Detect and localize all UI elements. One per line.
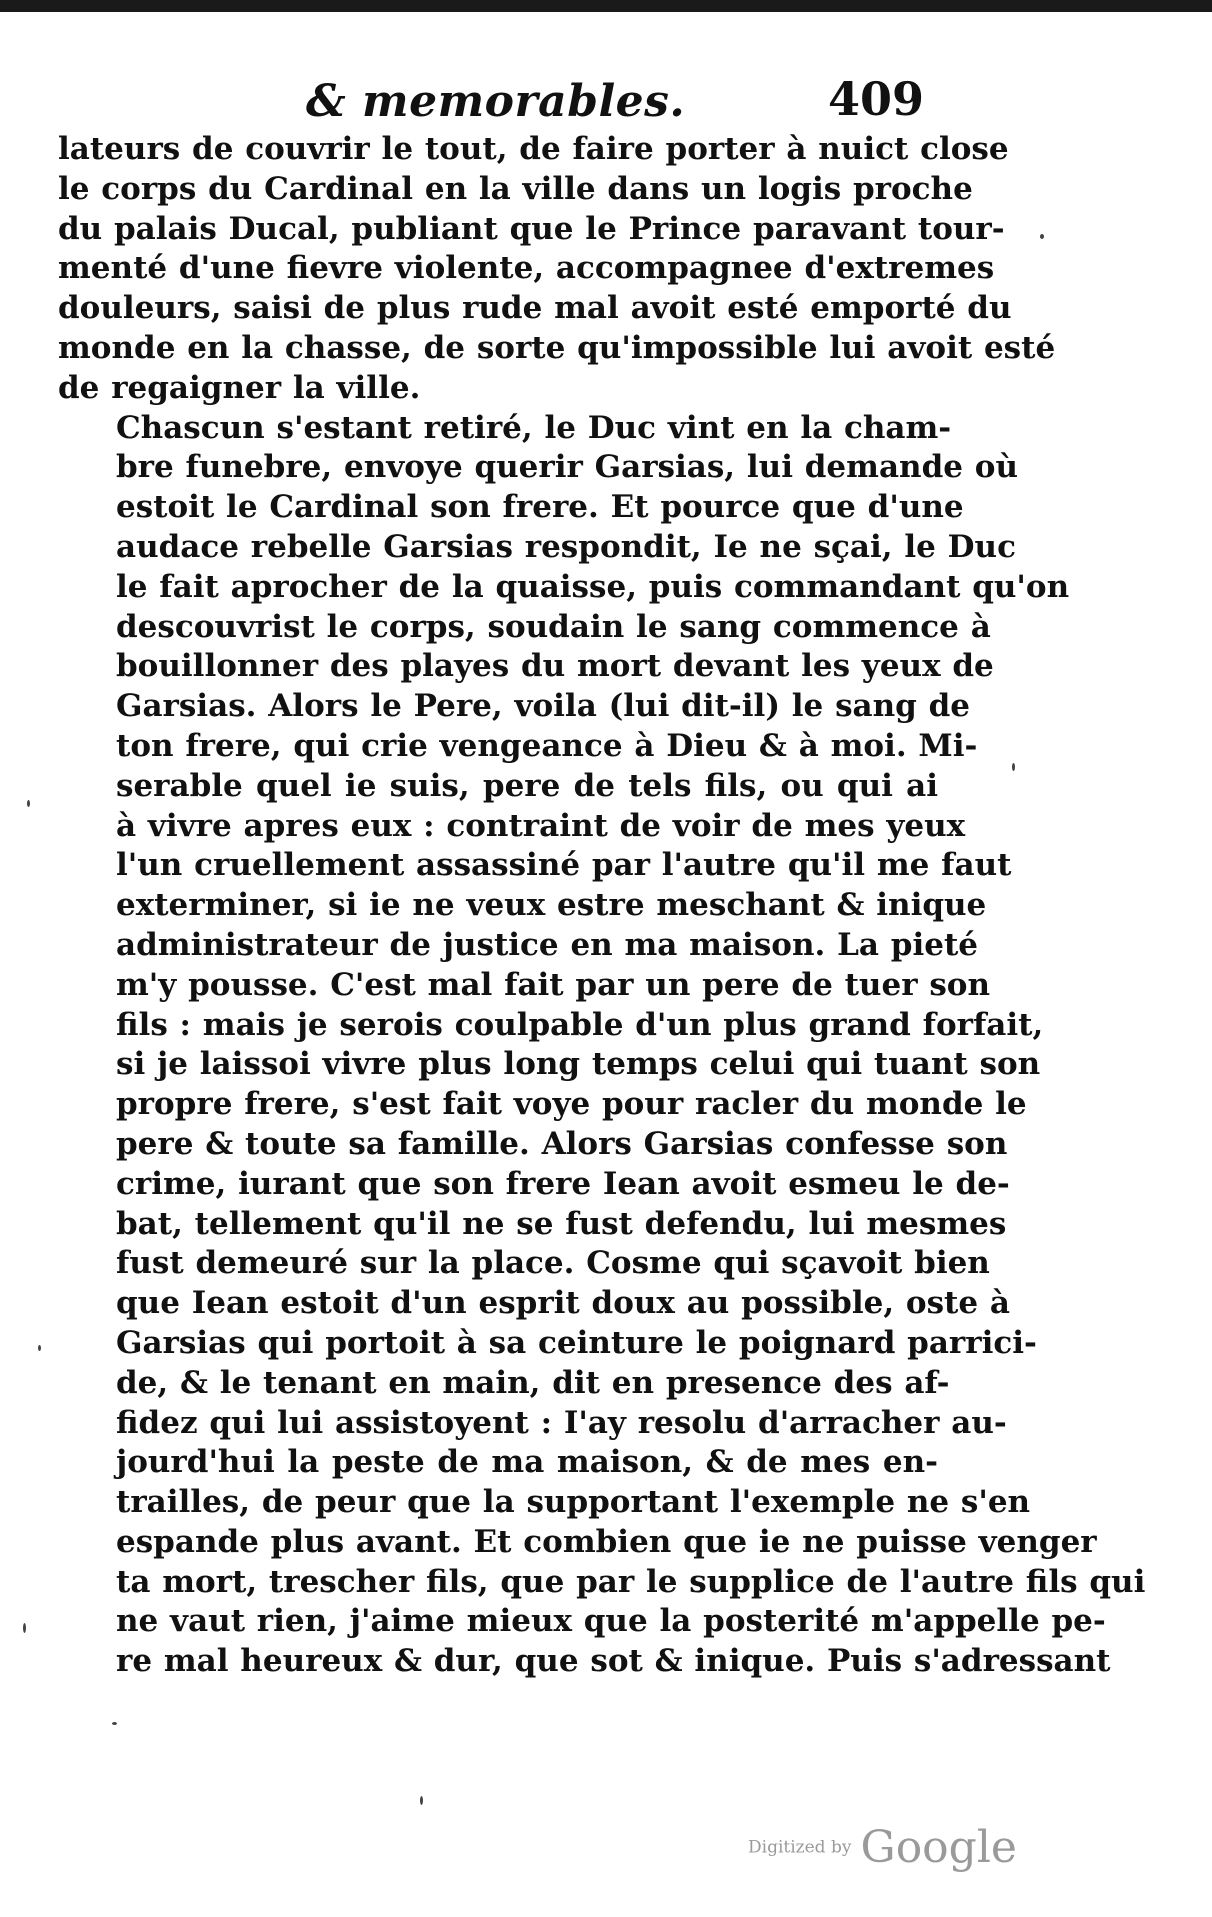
text-line: si je laissoi vivre plus long temps celui qui tuant son: [116, 1046, 1041, 1083]
text-line: de, & le tenant en main, dit en presence des af-: [116, 1364, 950, 1401]
running-head: [58, 70, 938, 130]
scan-speck: [1040, 234, 1044, 239]
text-line: du palais Ducal, publiant que le Prince paravant tour-: [58, 210, 1005, 247]
text-line: le fait aprocher de la quaisse, puis commandant qu'on: [116, 568, 1070, 605]
digitized-label: Digitized by: [748, 1837, 852, 1858]
text-line: descouvrist le corps, soudain le sang commence à: [116, 608, 991, 645]
text-line: bre funebre, envoye querir Garsias, lui demande où: [116, 449, 1018, 486]
text-line: m'y pousse. C'est mal fait par un pere de tuer son: [116, 966, 990, 1003]
text-line: estoit le Cardinal son frere. Et pource que d'une: [116, 489, 964, 526]
text-line: administrateur de justice en ma maison. La pieté: [116, 926, 978, 963]
text-line: re mal heureux & dur, que sot & inique. Puis s'adressant: [116, 1643, 1111, 1680]
text-line: douleurs, saisi de plus rude mal avoit esté emporté du: [58, 290, 1012, 327]
scan-speck: [112, 1722, 117, 1725]
text-line: propre frere, s'est fait voye pour racler du monde le: [116, 1086, 1027, 1123]
text-line: fust demeuré sur la place. Cosme qui sçavoit bien: [116, 1245, 990, 1282]
scan-speck: [420, 1796, 423, 1805]
scan-speck: [27, 800, 30, 807]
google-logo: Google: [860, 1822, 1017, 1873]
text-line: que Iean estoit d'un esprit doux au possible, oste à: [116, 1285, 1010, 1322]
text-line: Chascun s'estant retiré, le Duc vint en la cham-: [116, 409, 952, 446]
text-line: bouillonner des playes du mort devant les yeux de: [116, 648, 994, 685]
scan-speck: [1012, 763, 1015, 771]
text-line: pere & toute sa famille. Alors Garsias confesse son: [116, 1125, 1008, 1162]
text-line: crime, iurant que son frere Iean avoit esmeu le de-: [116, 1165, 1010, 1202]
paragraph-1: [58, 130, 1056, 409]
text-line: jourd'hui la peste de ma maison, & de mes en-: [116, 1444, 938, 1481]
text-line: ta mort, trescher fils, que par le supplice de l'autre fils qui: [116, 1563, 1146, 1600]
scan-speck: [23, 1623, 26, 1633]
text-line: exterminer, si ie ne veux estre meschant & inique: [116, 887, 987, 924]
book-page: [58, 70, 1146, 1682]
text-line: Garsias. Alors le Pere, voila (lui dit-il) le sang de: [116, 688, 971, 725]
body-text: [58, 130, 1146, 1682]
text-line: espande plus avant. Et combien que ie ne puisse venger: [116, 1523, 1097, 1560]
text-line: fils : mais je serois coulpable d'un plus grand forfait,: [116, 1006, 1044, 1043]
text-line: de regaigner la ville.: [58, 369, 421, 406]
text-line: audace rebelle Garsias respondit, Ie ne sçai, le Duc: [116, 528, 1016, 565]
page-number: 409: [827, 72, 924, 126]
text-line: bat, tellement qu'il ne se fust defendu, lui mesmes: [116, 1205, 1007, 1242]
text-line: à vivre apres eux : contraint de voir de mes yeux: [116, 807, 966, 844]
text-line: monde en la chasse, de sorte qu'impossible lui avoit esté: [58, 329, 1056, 366]
text-line: serable quel ie suis, pere de tels fils, ou qui ai: [116, 767, 938, 804]
text-line: ton frere, qui crie vengeance à Dieu & à moi. Mi-: [116, 727, 978, 764]
text-line: le corps du Cardinal en la ville dans un logis proche: [58, 170, 973, 207]
text-line: lateurs de couvrir le tout, de faire porter à nuict close: [58, 131, 1009, 167]
text-line: trailles, de peur que la supportant l'exemple ne s'en: [116, 1484, 1031, 1521]
text-line: Garsias qui portoit à sa ceinture le poignard parrici-: [116, 1324, 1037, 1361]
paragraph-2: [58, 409, 1146, 1683]
top-border-rule: [0, 0, 1212, 12]
digitized-by-google-watermark: [748, 1822, 1017, 1873]
text-line: menté d'une fievre violente, accompagnee d'extremes: [58, 250, 995, 287]
running-head-title: & memorables.: [306, 76, 686, 127]
text-line: fidez qui lui assistoyent : I'ay resolu d'arracher au-: [116, 1404, 1007, 1441]
text-line: l'un cruellement assassiné par l'autre qu'il me faut: [116, 847, 1012, 884]
text-line: ne vaut rien, j'aime mieux que la posterité m'appelle pe-: [116, 1603, 1106, 1640]
scan-speck: [38, 1345, 41, 1351]
